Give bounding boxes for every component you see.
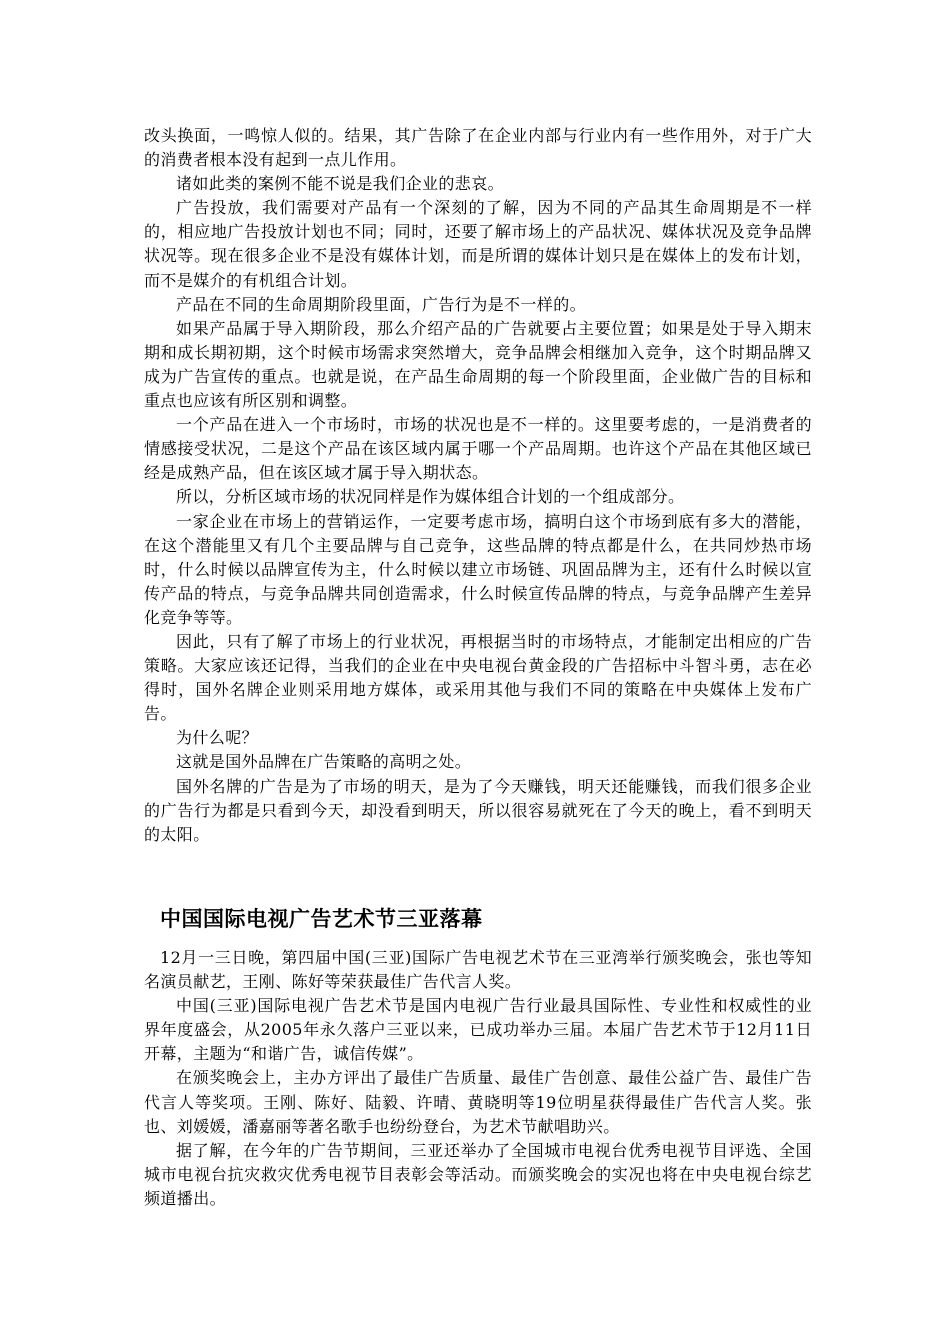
paragraph: 所以，分析区域市场的状况同样是作为媒体组合计划的一个组成部分。 xyxy=(176,487,685,507)
paragraph: 改头换面，一鸣惊人似的。结果，其广告除了在企业内部与行业内有一些作用外，对于广大的消费者根本没有起到一点儿作用。 xyxy=(144,126,812,170)
paragraph: 为什么呢？ xyxy=(176,728,259,748)
paragraph: 产品在不同的生命周期阶段里面，广告行为是不一样的。 xyxy=(176,294,587,314)
paragraph: 在颁奖晚会上，主办方评出了最佳广告质量、最佳广告创意、最佳公益广告、最佳广告代言人等奖项。王刚、陈好、陆毅、许晴、黄晓明等19位明星获得最佳广告代言人奖。张也、刘媛媛，潘嘉丽等著名歌手也纷纷登台，为艺术节献唱助兴。 xyxy=(144,1068,812,1136)
paragraph: 广告投放，我们需要对产品有一个深刻的了解，因为不同的产品其生命周期是不一样的，相应地广告投放计划也不同；同时，还要了解市场上的产品状况、媒体状况及竞争品牌状况等。现在很多企业不是没有媒体计划，而是所谓的媒体计划只是在媒体上的发布计划，而不是媒介的有机组合计划。 xyxy=(144,198,812,290)
paragraph: 诸如此类的案例不能不说是我们企业的悲哀。 xyxy=(176,174,505,194)
paragraph: 12月一三日晚，第四届中国(三亚)国际广告电视艺术节在三亚湾举行颁奖晚会，张也等知名演员献艺，王刚、陈好等荣获最佳广告代言人奖。 xyxy=(144,948,812,992)
paragraph: 因此，只有了解了市场上的行业状况，再根据当时的市场特点，才能制定出相应的广告策略。大家应该还记得，当我们的企业在中央电视台黄金段的广告招标中斗智斗勇，志在必得时，国外名牌企业则采用地方媒体，或采用其他与我们不同的策略在中央媒体上发布广告。 xyxy=(144,631,812,724)
article-title: 中国国际电视广告艺术节三亚落幕 xyxy=(160,907,483,931)
article-body xyxy=(144,946,812,1211)
paragraph: 国外名牌的广告是为了市场的明天，是为了今天赚钱，明天还能赚钱，而我们很多企业的广告行为都是只看到今天，却没看到明天，所以很容易就死在了今天的晚上，看不到明天的太阳。 xyxy=(144,776,812,844)
paragraph: 一个产品在进入一个市场时，市场的状况也是不一样的。这里要考虑的，一是消费者的情感接受状况，二是这个产品在该区域内属于哪一个产品周期。也许这个产品在其他区域已经是成熟产品，但在该区域才属于导入期状态。 xyxy=(144,415,812,483)
paragraph: 如果产品属于导入期阶段，那么介绍产品的广告就要占主要位置；如果是处于导入期末期和成长期初期，这个时候市场需求突然增大，竞争品牌会相继加入竞争，这个时期品牌又成为广告宣传的重点。也就是说，在产品生命周期的每一个阶段里面，企业做广告的目标和重点也应该有所区别和调整。 xyxy=(144,318,812,411)
paragraph: 一家企业在市场上的营销运作，一定要考虑市场，搞明白这个市场到底有多大的潜能，在这个潜能里又有几个主要品牌与自己竞争，这些品牌的特点都是什么，在共同炒热市场时，什么时候以品牌宣传为主，什么时候以建立市场链、巩固品牌为主，还有什么时候以宣传产品的特点，与竞争品牌共同创造需求，什么时候宣传品牌的特点，与竞争品牌产生差异化竞争等等。 xyxy=(144,511,812,627)
paragraph: 中国(三亚)国际电视广告艺术节是国内电视广告行业最具国际性、专业性和权威性的业界年度盛会，从2005年永久落户三亚以来，已成功举办三届。本届广告艺术节于12月11日开幕，主题为“和谐广告，诚信传媒”。 xyxy=(144,996,812,1064)
essay-section xyxy=(144,124,812,847)
paragraph: 据了解，在今年的广告节期间，三亚还举办了全国城市电视台优秀电视节目评选、全国城市电视台抗灾救灾优秀电视节目表彰会等活动。而颁奖晚会的实况也将在中央电视台综艺频道播出。 xyxy=(144,1140,812,1208)
paragraph: 这就是国外品牌在广告策略的高明之处。 xyxy=(176,752,472,772)
